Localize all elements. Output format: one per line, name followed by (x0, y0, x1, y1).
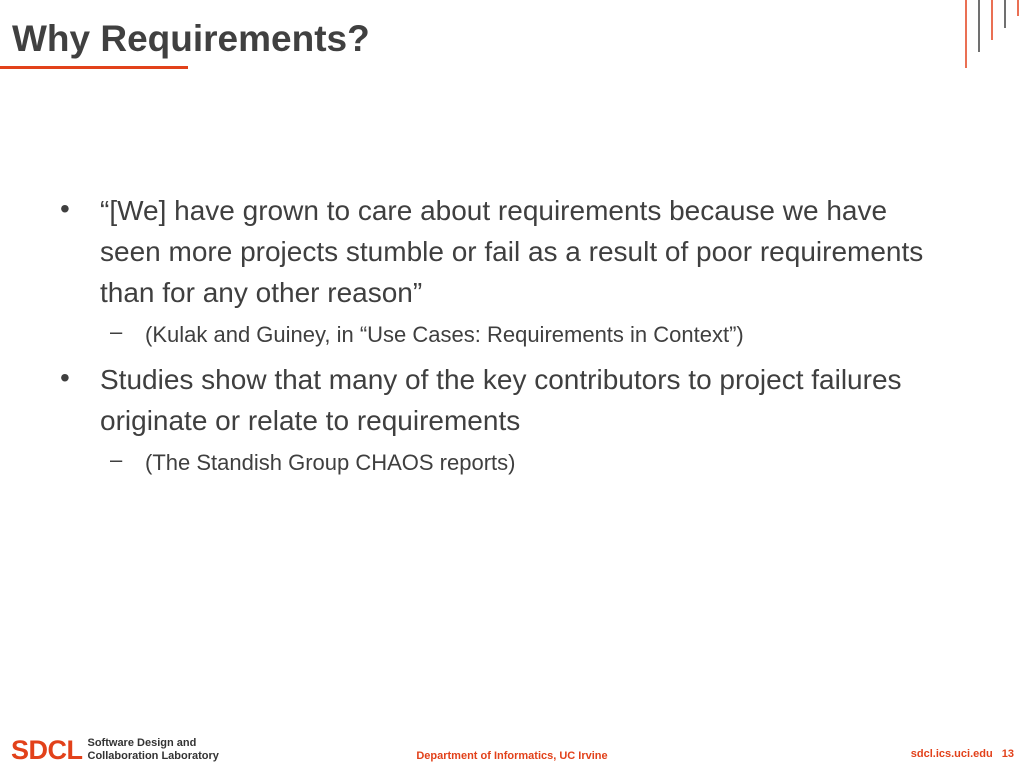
footer-right (911, 748, 1014, 760)
bullet-text: “[We] have grown to care about requirements because we have seen more projects stumble or fail as a result of poor requirements than for any other reason” (100, 195, 924, 308)
lab-name-line1: Software Design and (87, 737, 197, 749)
department-label: Department of Informatics, UC Irvine (416, 750, 608, 762)
bullet-item (60, 190, 940, 313)
sub-bullet-text: (Kulak and Guiney, in “Use Cases: Requirements in Context”) (145, 322, 744, 347)
bullet-item (60, 359, 940, 441)
sub-bullet-item (60, 445, 940, 481)
bullet-icon: • (60, 193, 70, 224)
slide-title: Why Requirements? (12, 18, 370, 59)
dash-icon: – (110, 447, 123, 472)
website-label: sdcl.ics.uci.edu (910, 748, 993, 760)
title-underline (0, 66, 188, 69)
dash-icon: – (110, 319, 123, 344)
lab-name-line2: Collaboration Laboratory (87, 750, 219, 762)
slide-content (60, 190, 940, 487)
bullet-icon: • (60, 362, 70, 393)
sub-bullet-text: (The Standish Group CHAOS reports) (145, 450, 516, 475)
decorative-lines (944, 0, 1024, 80)
logo-text: SDCL (11, 735, 83, 765)
page-number: 13 (1001, 748, 1014, 760)
bullet-text: Studies show that many of the key contributors to project failures originate or relate to requirements (100, 364, 902, 436)
sub-bullet-item (60, 317, 940, 353)
